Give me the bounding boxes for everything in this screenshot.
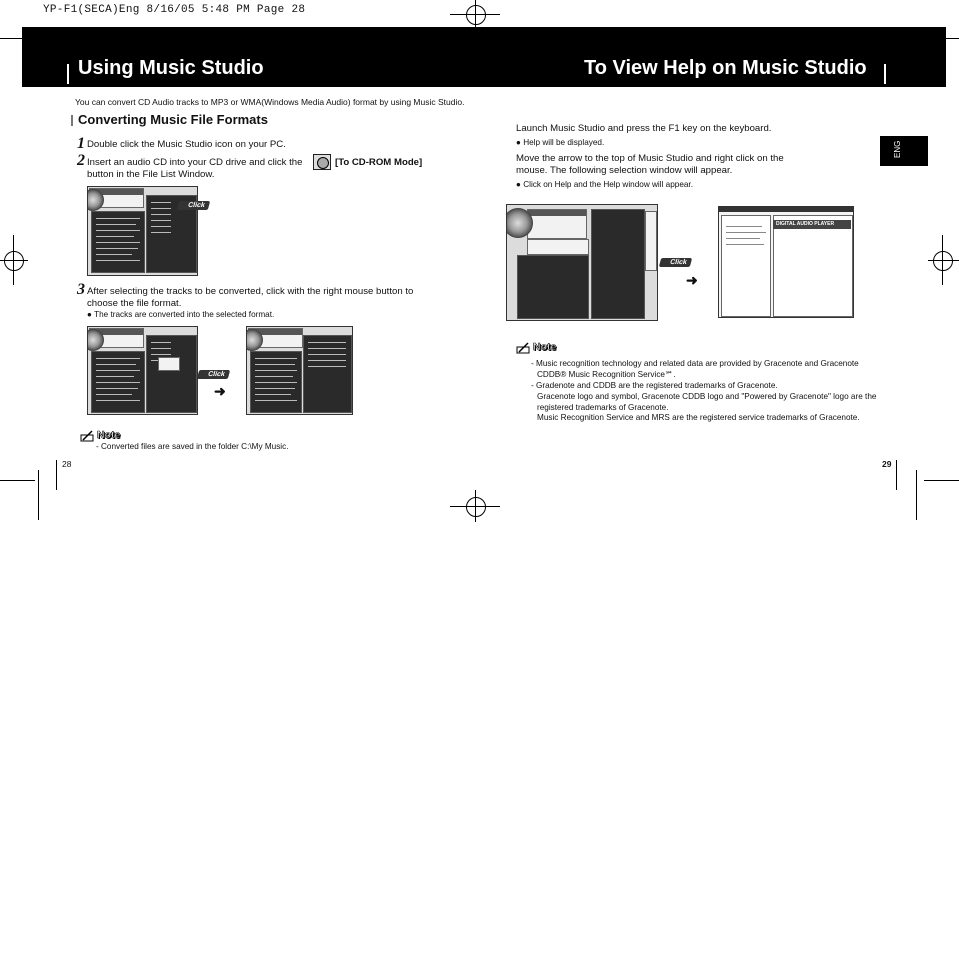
pencil-icon	[80, 430, 95, 442]
intro-text: You can convert CD Audio tracks to MP3 or WMA(Windows Media Audio) format by using Music Studio.	[75, 97, 465, 107]
note-text: registered trademarks of Gracenote.	[537, 403, 669, 412]
help-instruction: Launch Music Studio and press the F1 key on the keyboard.	[516, 123, 772, 134]
registration-mark	[928, 260, 959, 261]
music-studio-screenshot	[246, 326, 353, 415]
help-instruction: mouse. The following selection window will appear.	[516, 165, 733, 176]
page-number-right: 29	[882, 459, 892, 469]
click-callout: Click	[197, 370, 230, 379]
page-title-right: To View Help on Music Studio	[584, 57, 867, 79]
crop-mark	[38, 470, 39, 520]
step-text: After selecting the tracks to be converted, click with the right mouse button to	[87, 286, 414, 297]
registration-mark	[942, 235, 943, 285]
note-text: - Music recognition technology and related data are provided by Gracenote and Gracenote	[531, 359, 859, 368]
registration-mark	[0, 260, 28, 261]
step-number: 1	[77, 135, 85, 152]
title-bar-accent	[67, 64, 69, 84]
note-text: Gracenote logo and symbol, Gracenote CDDB logo and "Powered by Gracenote" logo are the	[537, 392, 877, 401]
registration-mark	[466, 5, 486, 25]
pencil-icon	[516, 342, 531, 354]
cd-rom-mode-label: [To CD-ROM Mode]	[335, 157, 423, 168]
registration-mark	[475, 0, 476, 30]
note-label: Note	[533, 341, 557, 353]
step-text: choose the file format.	[87, 298, 182, 309]
registration-mark	[466, 497, 486, 517]
step-text: button in the File List Window.	[87, 169, 215, 180]
note-label: Note	[97, 429, 121, 441]
note-text: - Converted files are saved in the folder C:\My Music.	[96, 442, 289, 451]
registration-mark	[475, 490, 476, 522]
crop-mark	[916, 470, 917, 520]
note-text: Music Recognition Service and MRS are the registered service trademarks of Gracenote.	[537, 413, 860, 422]
music-studio-screenshot	[87, 186, 198, 276]
step-text: Insert an audio CD into your CD drive and click the	[87, 157, 303, 168]
crop-mark	[896, 460, 897, 490]
step-number: 3	[77, 281, 85, 298]
registration-mark	[13, 235, 14, 285]
section-heading: Converting Music File Formats	[78, 112, 268, 127]
language-tab-label: ENG	[893, 140, 902, 158]
help-bullet: ● Click on Help and the Help window will appear.	[516, 180, 693, 189]
registration-mark	[933, 251, 953, 271]
page-title-left: Using Music Studio	[78, 57, 264, 79]
help-instruction: Move the arrow to the top of Music Studio and right click on the	[516, 153, 784, 164]
click-callout: Click	[659, 258, 692, 267]
step-text: Double click the Music Studio icon on your PC.	[87, 139, 286, 150]
crop-mark	[0, 38, 22, 39]
arrow-right-icon: ➜	[686, 272, 698, 288]
section-accent	[71, 115, 73, 126]
page-number-left: 28	[62, 459, 72, 469]
click-callout: Click	[177, 201, 210, 210]
note-text: CDDB® Music Recognition Service℠.	[537, 370, 676, 379]
help-bullet: ● Help will be displayed.	[516, 138, 605, 147]
title-bar-accent	[884, 64, 886, 84]
note-text: - Gradenote and CDDB are the registered trademarks of Gracenote.	[531, 381, 778, 390]
crop-mark	[0, 480, 35, 481]
step-bullet: ● The tracks are converted into the selected format.	[87, 310, 275, 319]
print-slug: YP-F1(SECA)Eng 8/16/05 5:48 PM Page 28	[43, 4, 306, 16]
registration-mark	[4, 251, 24, 271]
help-banner: DIGITAL AUDIO PLAYER	[773, 220, 851, 229]
music-studio-screenshot	[506, 204, 658, 321]
crop-mark	[924, 480, 959, 481]
language-tab	[880, 136, 928, 166]
music-studio-screenshot	[87, 326, 198, 415]
step-number: 2	[77, 152, 85, 169]
cd-rom-mode-icon	[313, 154, 331, 170]
arrow-right-icon: ➜	[214, 383, 226, 399]
crop-mark	[56, 460, 57, 490]
